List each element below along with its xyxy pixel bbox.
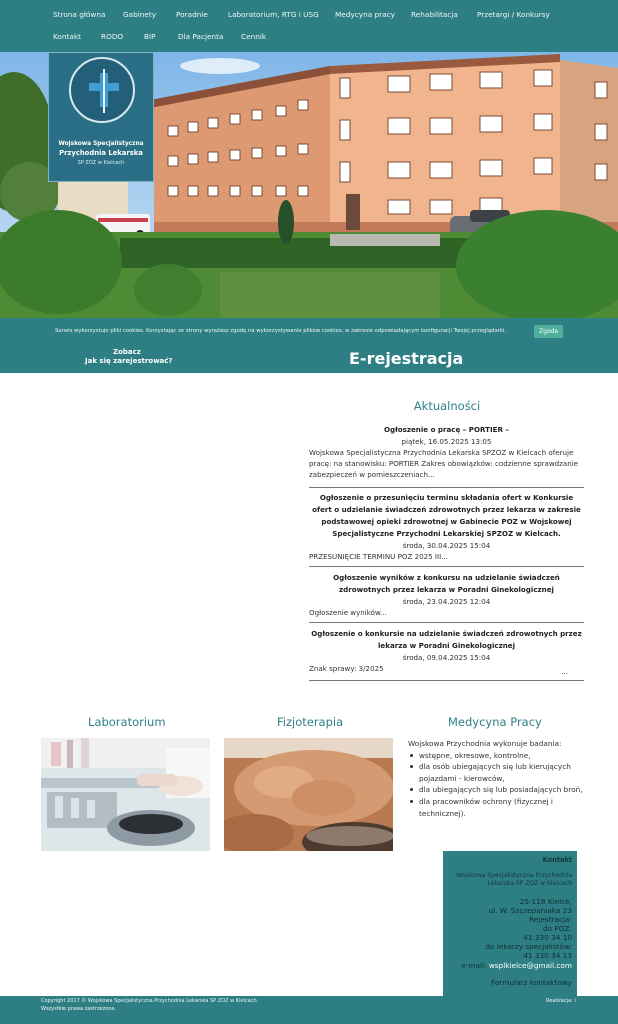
nav-item-dla-pacjenta[interactable]: Dla Pacjenta xyxy=(178,32,224,41)
logo-text-line2: Przychodnia Lekarska xyxy=(59,149,143,157)
logo-text-line3: SP ZOZ w Kielcach xyxy=(77,160,125,166)
contact-specialists-phone[interactable]: 41 330 34 13 xyxy=(523,951,572,960)
news-item xyxy=(309,628,584,676)
news-item xyxy=(309,492,584,562)
nav-item-laboratorium[interactable]: Laboratorium, RTG i USG xyxy=(228,10,319,19)
nav-item-kontakt[interactable]: Kontakt xyxy=(53,32,81,41)
e-registration-band xyxy=(0,346,618,373)
main-navigation xyxy=(0,0,618,52)
contact-email-label: e-mail: xyxy=(461,961,487,970)
logo-emblem-icon xyxy=(69,57,135,123)
list-item: dla pracowników ochrony (fizycznej i technicznej). xyxy=(408,796,588,819)
logo[interactable] xyxy=(48,52,154,182)
news-item xyxy=(309,424,584,480)
footer-copyright: Copyright 2017 © Wojskowa Specjalistyczna Przychodnia Lekarska SP ZOZ w Kielcach. xyxy=(41,998,259,1004)
footer-realization[interactable]: Realizacja: i xyxy=(546,998,576,1004)
occupational-medicine-section xyxy=(408,738,588,819)
list-item: wstępne, okresowe, kontrolne, xyxy=(408,750,588,762)
contact-poz-phone[interactable]: 41 330 34 10 xyxy=(523,933,572,942)
contact-name-line1: Wojskowa Specjalistyczna Przychodnia xyxy=(455,872,572,879)
nav-item-przetargi[interactable]: Przetargi / Konkursy xyxy=(477,10,550,19)
list-item: dla osób ubiegających się lub kierujących pojazdami - kierowców, xyxy=(408,761,588,784)
news-item-title[interactable]: Ogłoszenie wyników z konkursu na udzielanie świadczeń zdrowotnych przez lekarza w Poradni Ginekologicznej xyxy=(333,573,560,594)
news-item-date: piątek, 16.05.2025 13:05 xyxy=(401,437,492,446)
laboratory-heading[interactable]: Laboratorium xyxy=(88,715,166,729)
e-registration-link[interactable]: E-rejestracja xyxy=(349,349,464,368)
contact-registration-label: Rejestracja: xyxy=(529,915,572,924)
nav-item-poradnie[interactable]: Poradnie xyxy=(176,10,208,19)
contact-panel xyxy=(443,851,577,996)
nav-item-cennik[interactable]: Cennik xyxy=(241,32,267,41)
nav-item-rodo[interactable]: RODO xyxy=(101,32,124,41)
physiotherapy-image xyxy=(224,738,393,851)
news-item-excerpt: Wojskowa Specjalistyczna Przychodnia Lekarska SPZOZ w Kielcach oferuje pracę: na stanowisku: PORTIER Zakres obowiązków: codzienne sprawdzanie zabezpieczeń w pomieszczeniach... xyxy=(309,448,579,479)
news-divider xyxy=(309,680,584,681)
news-item-more: ... xyxy=(561,667,568,676)
footer-rights: Wszystkie prawa zastrzeżone. xyxy=(41,1006,117,1012)
news-item-title[interactable]: Ogłoszenie o konkursie na udzielanie świadczeń zdrowotnych przez lekarza w Poradni Ginekologicznej xyxy=(311,629,582,650)
logo-text-line1: Wojskowa Specjalistyczna xyxy=(58,141,144,147)
contact-zip: 25-118 Kielce, xyxy=(519,897,572,906)
cookie-accept-button[interactable]: Zgoda xyxy=(534,325,563,338)
news-item-date: środa, 23.04.2025 12:04 xyxy=(402,597,491,606)
contact-email-row xyxy=(461,961,572,970)
contact-street: ul. W. Szczepaniaka 23 xyxy=(488,906,572,915)
physiotherapy-heading[interactable]: Fizjoterapia xyxy=(277,715,344,729)
asclepius-staff-icon xyxy=(103,69,105,113)
how-to-register-link[interactable]: Jak się zarejestrować? xyxy=(85,357,173,365)
news-item-excerpt: Znak sprawy: 3/2025 xyxy=(309,664,384,673)
news-divider xyxy=(309,622,584,623)
news-heading: Aktualności xyxy=(413,399,481,413)
nav-item-rehabilitacja[interactable]: Rehabilitacja xyxy=(411,10,458,19)
contact-form-link[interactable]: Formularz kontaktowy xyxy=(491,978,572,987)
news-item-title[interactable]: Ogłoszenie o przesunięciu terminu składania ofert w Konkursie ofert o udzielanie świadczeń zdrowotnych przez lekarza w zakresie podstawowej opieki zdrowotnej w Gabinecie POZ w Wojskowej Specjalistyczne Przychodni Lekarskiej SPZOZ w Kielcach. xyxy=(312,493,581,538)
news-divider xyxy=(309,487,584,488)
news-item-excerpt: PRZESUNIĘCIE TERMINU POZ 2025 III... xyxy=(309,552,448,561)
footer xyxy=(0,996,618,1024)
nav-item-gabinety[interactable]: Gabinety xyxy=(123,10,157,19)
news-item-title[interactable]: Ogłoszenie o pracę – PORTIER – xyxy=(384,425,509,434)
occupational-medicine-intro: Wojskowa Przychodnia wykonuje badania: xyxy=(408,739,562,748)
nav-item-medycyna-pracy[interactable]: Medycyna pracy xyxy=(335,10,395,19)
news-item-excerpt: Ogłoszenie wyników... xyxy=(309,608,387,617)
contact-name-line2: Lekarska SP ZOZ w Kielcach xyxy=(487,880,572,887)
occupational-medicine-heading[interactable]: Medycyna Pracy xyxy=(448,715,542,729)
laboratory-photo[interactable] xyxy=(41,738,210,851)
news-item xyxy=(309,572,584,618)
nav-item-strona-glowna[interactable]: Strona główna xyxy=(53,10,106,19)
see-link[interactable]: Zobacz xyxy=(113,348,141,356)
news-divider xyxy=(309,566,584,567)
list-item: dla ubiegających się lub posiadających broń, xyxy=(408,784,588,796)
news-item-date: środa, 30.04.2025 15:04 xyxy=(402,541,491,550)
news-item-date: środa, 09.04.2025 15:04 xyxy=(402,653,491,662)
contact-email-link[interactable]: wsplkielce@gmail.com xyxy=(488,961,572,970)
physiotherapy-photo[interactable] xyxy=(224,738,393,851)
nav-item-bip[interactable]: BIP xyxy=(144,32,156,41)
contact-specialists-label: do lekarzy specjalistów: xyxy=(485,942,572,951)
hero-banner xyxy=(0,52,618,318)
laboratory-image xyxy=(41,738,210,851)
cookie-text: Serwis wykorzystuje pliki cookies. Korzystając ze strony wyrażasz zgodę na wykorzystywanie plików cookies, w zakresie odpowiadającym konfiguracji Twojej przeglądarki. xyxy=(55,328,507,334)
occupational-medicine-list xyxy=(408,750,588,820)
contact-poz-label: do POZ: xyxy=(542,924,572,933)
contact-heading: Kontakt xyxy=(542,856,572,864)
cookie-bar xyxy=(0,318,618,346)
